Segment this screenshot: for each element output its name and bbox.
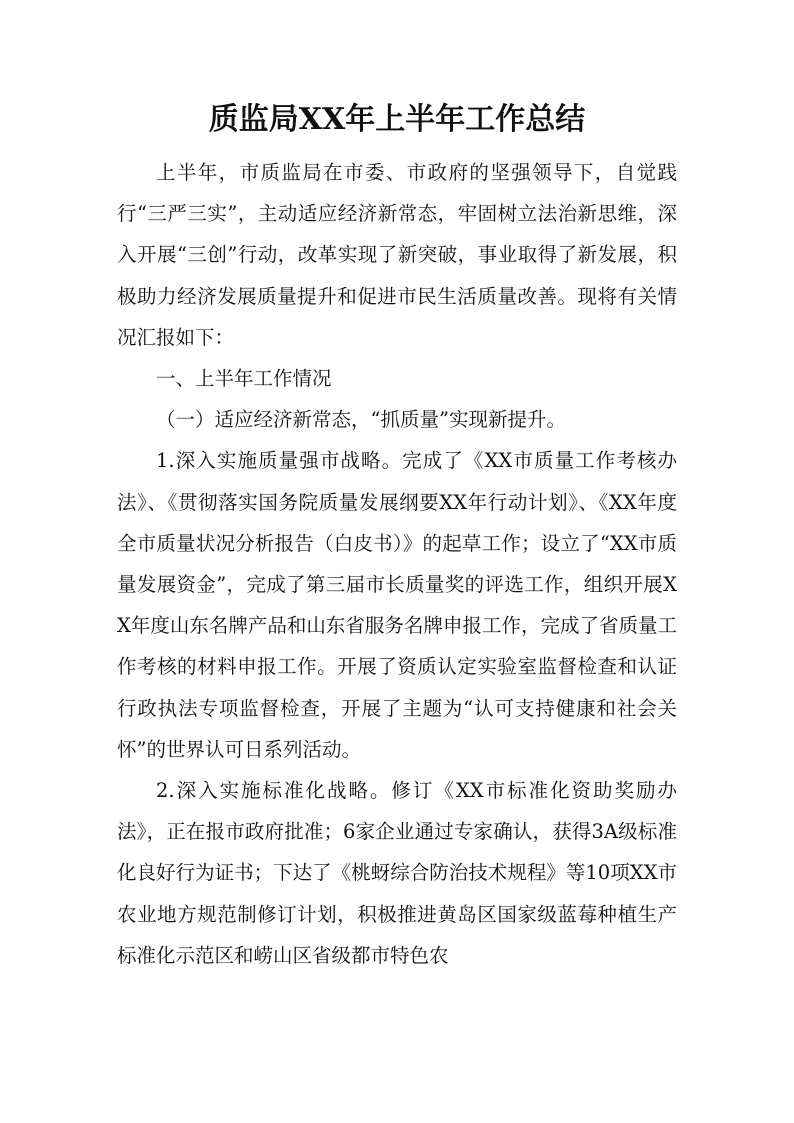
document-body: [117, 152, 677, 976]
item-paragraph-2: 2.深入实施标准化战略。修订《XX市标准化资助奖励办法》，正在报市政府批准；6家企业通过专家确认，获得3A级标准化良好行为证书；下达了《桃蚜综合防治技术规程》等10项XX市农业地方规范制修订计划，积极推进黄岛区国家级蓝莓种植生产标准化示范区和崂山区省级都市特色农: [117, 779, 677, 967]
item-paragraph-1: 1.深入实施质量强市战略。完成了《XX市质量工作考核办法》、《贯彻落实国务院质量发展纲要XX年行动计划》、《XX年度全市质量状况分析报告（白皮书）》的起草工作；设立了“XX市质量发展资金”，完成了第三届市长质量奖的评选工作，组织开展XX年度山东名牌产品和山东省服务名牌申报工作，完成了省质量工作考核的材料申报工作。开展了资质认定实验室监督检查和认证行政执法专项监督检查，开展了主题为“认可支持健康和社会关怀”的世界认可日系列活动。: [117, 449, 677, 761]
subsection-heading: （一）适应经济新常态，“抓质量”实现新提升。: [156, 408, 566, 432]
section-heading: 一、上半年工作情况: [156, 367, 332, 391]
intro-paragraph: 上半年，市质监局在市委、市政府的坚强领导下，自觉践行“三严三实”，主动适应经济新常态，牢固树立法治新思维，深入开展“三创”行动，改革实现了新突破，事业取得了新发展，积极助力经济发展质量提升和促进市民生活质量改善。现将有关情况汇报如下：: [117, 161, 677, 349]
document-title: 质监局XX年上半年工作总结: [208, 102, 586, 137]
